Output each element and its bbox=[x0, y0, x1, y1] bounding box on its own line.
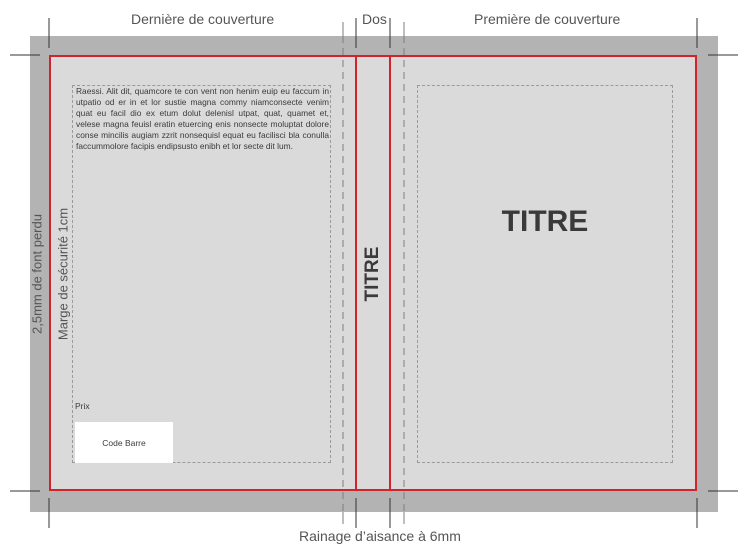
hinge-label: Rainage d’aisance à 6mm bbox=[299, 528, 461, 544]
back-cover-label: Dernière de couverture bbox=[131, 11, 275, 27]
back-body-text: Raessi. Alit dit, quamcore te con vent non henim euip eu faccum in utpatio od er in et lor sustie magna commy niamconsecte venim quat eu facil dio ex etum dolut delenisl utpat, quat, quamet et, velese magna feuisl eratin etuercing enis nonsecte moluptat dolore conse mincilis augiam zzrit nonsequisl equat eu facilisci bla conulla faccummolore facipis endipsusto enibh et lor secte dit lum. bbox=[76, 86, 329, 151]
spine-title: TITRE bbox=[362, 246, 383, 302]
front-cover-label: Première de couverture bbox=[474, 11, 621, 27]
front-title: TITRE bbox=[501, 205, 589, 238]
spine-label: Dos bbox=[362, 11, 387, 27]
barcode-label: Code Barre bbox=[102, 437, 146, 448]
bleed-label: 2,5mm de font perdu bbox=[29, 214, 45, 334]
price-label: Prix bbox=[75, 401, 90, 411]
safety-margin-label: Marge de sécurité 1cm bbox=[55, 207, 71, 341]
